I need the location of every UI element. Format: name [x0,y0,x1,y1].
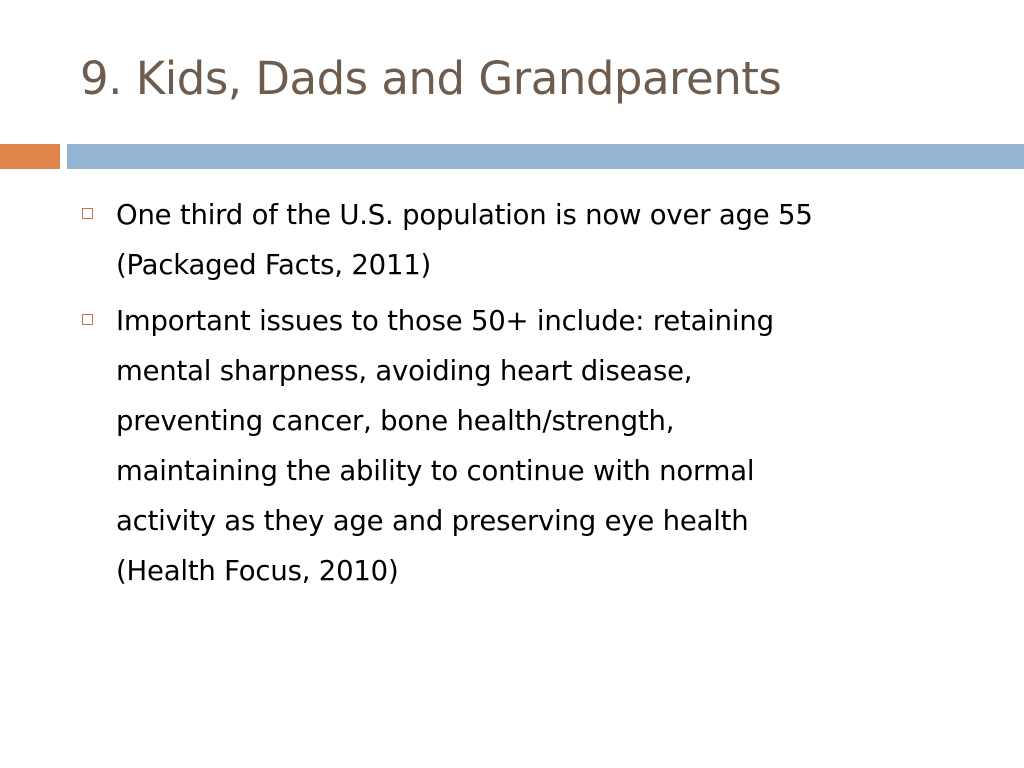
bullet-text: One third of the U.S. population is now over age 55 (Packaged Facts, 2011) [116,199,813,281]
bullet-item [82,296,982,596]
bullet-item [82,190,982,290]
hollow-square-bullet-icon [82,208,93,219]
accent-bar-orange [0,144,60,169]
bullet-list [82,190,982,602]
bullet-text: Important issues to those 50+ include: retaining mental sharpness, avoiding heart disease, preventing cancer, bone health/strength, maintaining the ability to continue with normal activity as they age and preserving eye health (Health Focus, 2010) [116,305,774,587]
hollow-square-bullet-icon [82,314,93,325]
accent-bar-blue [67,144,1024,169]
slide-title: 9. Kids, Dads and Grandparents [80,52,782,105]
